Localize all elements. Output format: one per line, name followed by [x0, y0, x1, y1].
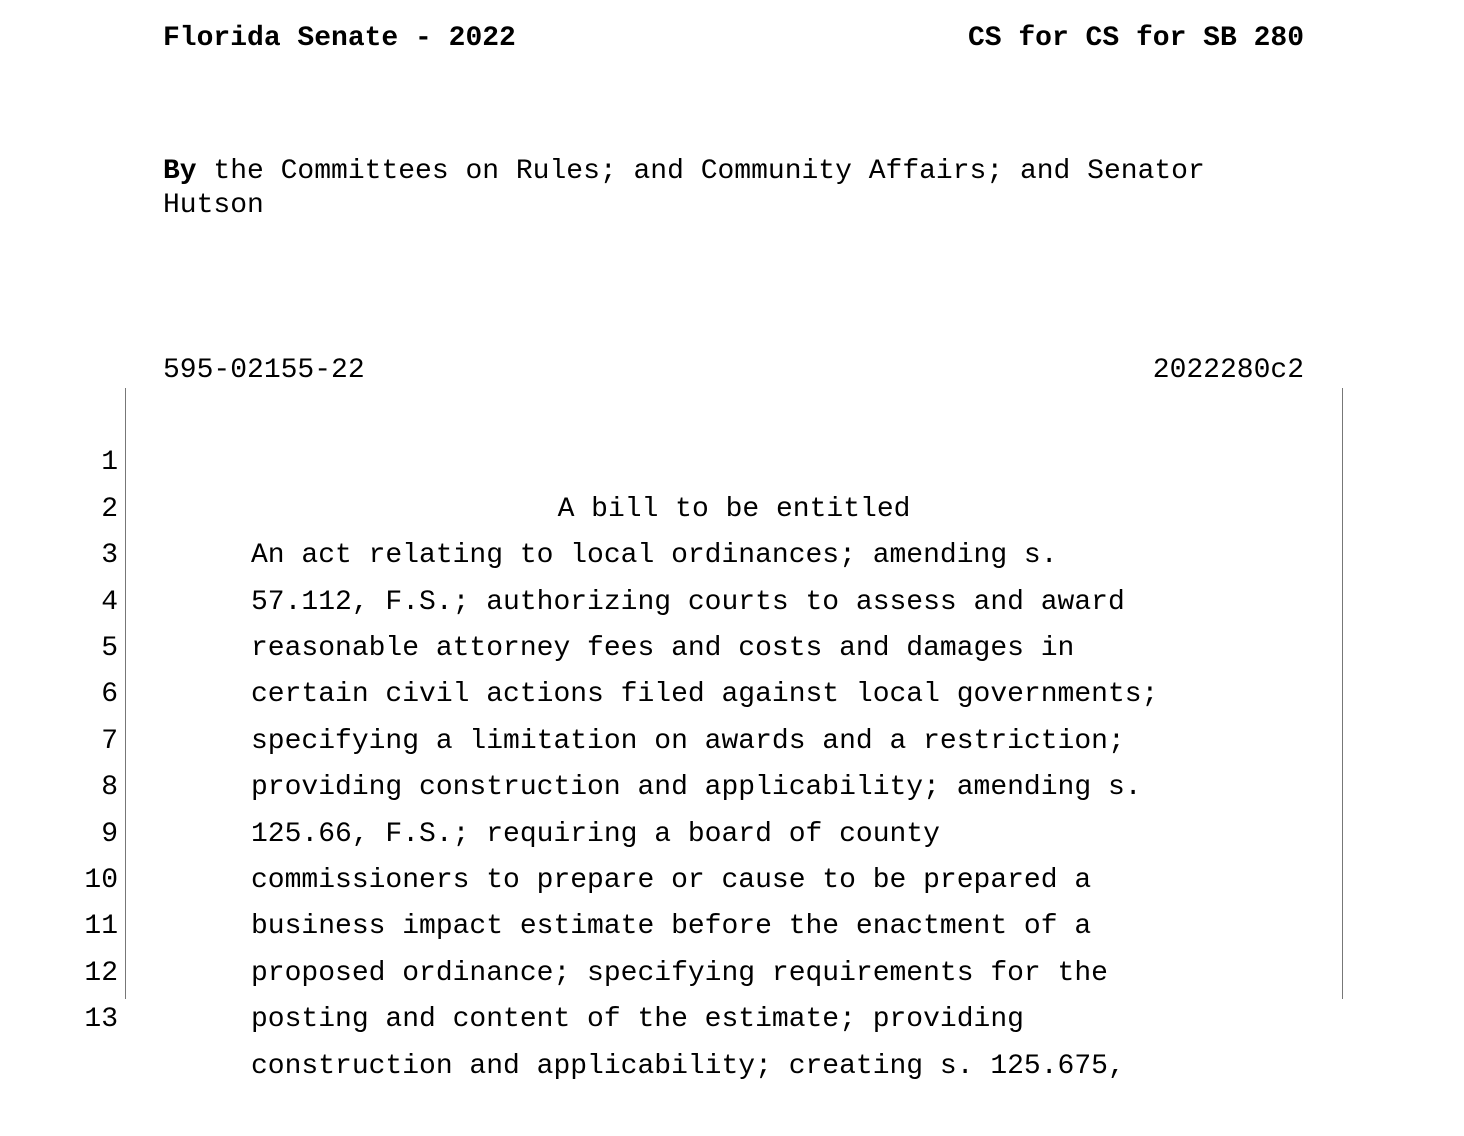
bill-title-line: A bill to be entitled	[557, 493, 911, 525]
line-number: 11	[84, 911, 118, 943]
line-number: 7	[101, 725, 118, 757]
line-text: commissioners to prepare or cause to be prepared a	[251, 864, 1092, 896]
line-text: specifying a limitation on awards and a restriction;	[251, 725, 1125, 757]
sponsor-text: the Committees on Rules; and Community Affairs; and Senator Hutson	[163, 156, 1205, 221]
sponsor-statement	[163, 155, 1303, 223]
document-header-chamber: Florida Senate - 2022	[163, 23, 516, 54]
line-text: An act relating to local ordinances; amending s.	[251, 540, 1058, 572]
line-number: 9	[101, 818, 118, 850]
line-number: 6	[101, 679, 118, 711]
bill-text-body	[0, 394, 1464, 1082]
document-code: 595-02155-22	[163, 355, 365, 386]
line-text: reasonable attorney fees and costs and damages in	[251, 632, 1075, 664]
line-text: 57.112, F.S.; authorizing courts to assess and award	[251, 586, 1125, 618]
bill-line	[0, 394, 1464, 525]
line-text: business impact estimate before the enactment of a	[251, 911, 1092, 943]
line-number: 1	[101, 447, 118, 479]
line-number: 5	[101, 632, 118, 664]
line-number: 8	[101, 772, 118, 804]
line-text: 125.66, F.S.; requiring a board of county	[251, 818, 940, 850]
sponsor-by-label: By	[163, 156, 197, 187]
document-header-bill-number: CS for CS for SB 280	[967, 23, 1304, 54]
bill-version-code: 2022280c2	[1152, 355, 1304, 386]
line-number: 10	[84, 864, 118, 896]
line-number: 12	[84, 957, 118, 989]
line-text: proposed ordinance; specifying requirements for the	[251, 957, 1108, 989]
line-number: 3	[101, 540, 118, 572]
line-text: certain civil actions filed against local governments;	[251, 679, 1159, 711]
line-number: 2	[101, 493, 118, 525]
line-number: 13	[84, 1004, 118, 1036]
line-text: providing construction and applicability; amending s.	[251, 772, 1142, 804]
line-text: posting and content of the estimate; providing	[251, 1004, 1024, 1036]
line-text: construction and applicability; creating s. 125.675,	[251, 1050, 1125, 1082]
line-number: 4	[101, 586, 118, 618]
